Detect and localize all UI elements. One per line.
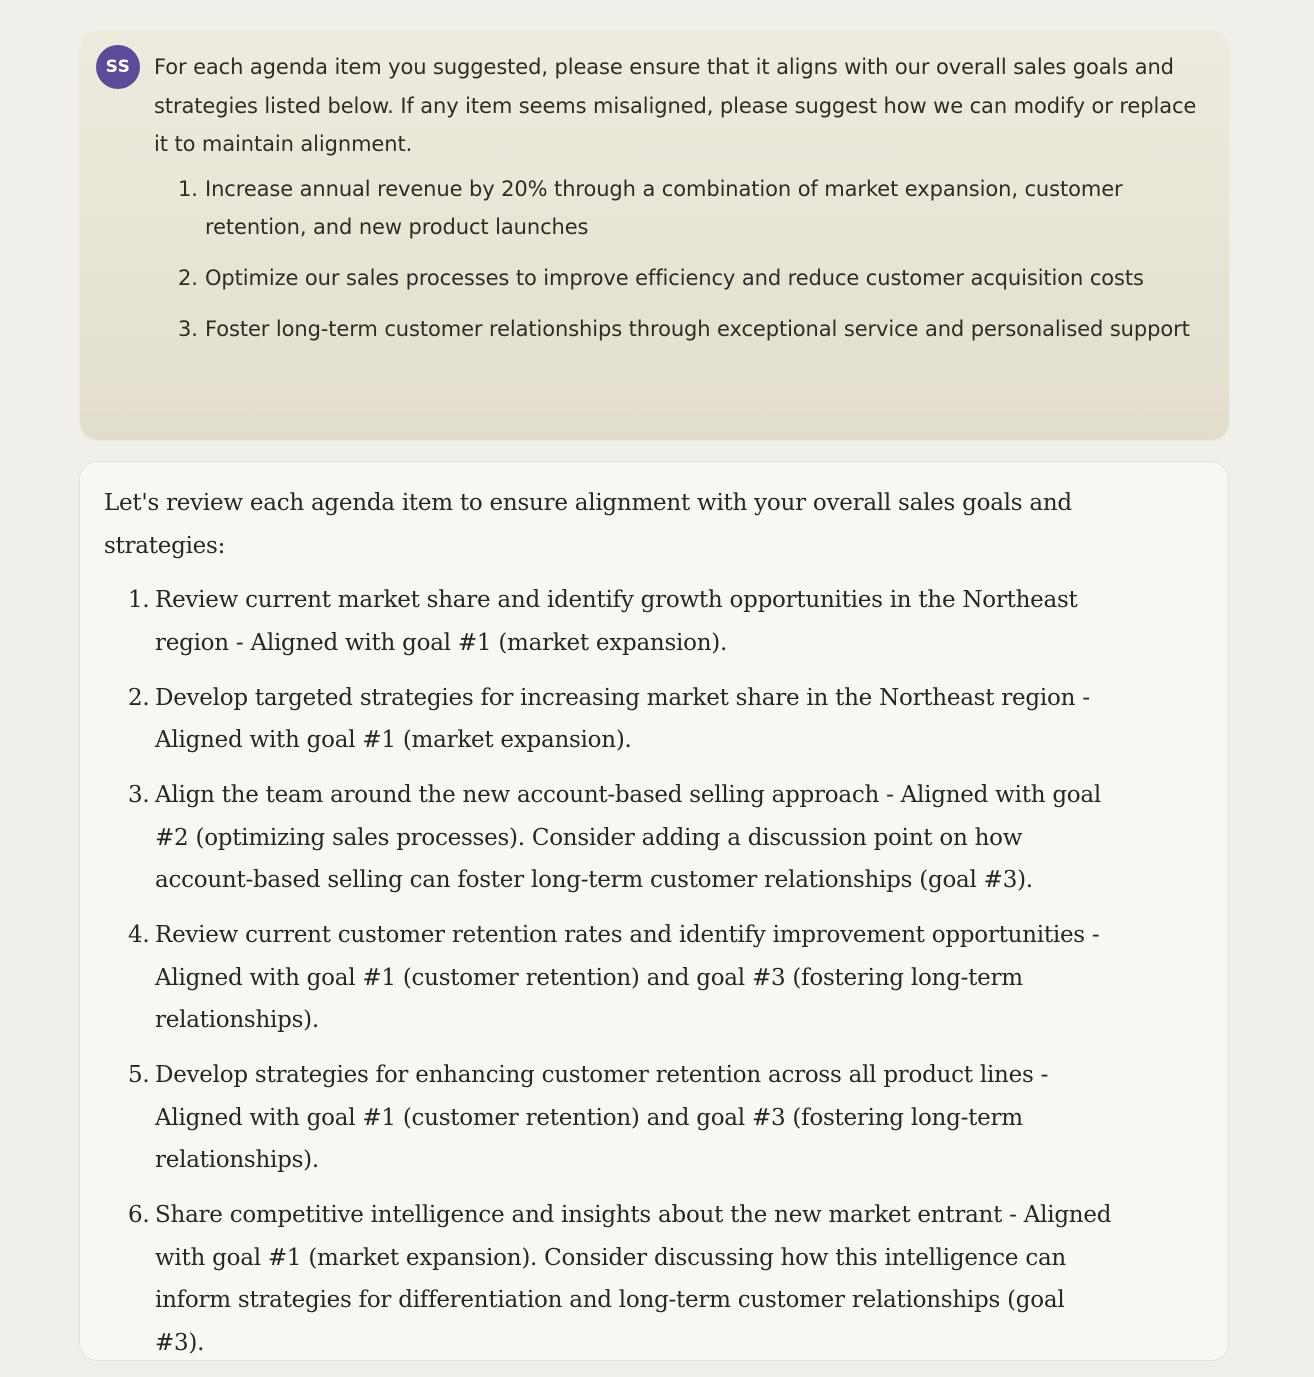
user-message xyxy=(80,30,1229,440)
list-item: Review current market share and identify growth opportunities in the Northeast region - Aligned with goal #1 (market expansion). xyxy=(155,587,1078,656)
assistant-message-text xyxy=(104,482,1114,1377)
assistant-message xyxy=(79,461,1229,1361)
list-item: Foster long-term customer relationships through exceptional service and personalised support xyxy=(205,317,1190,341)
user-message-intro: For each agenda item you suggested, please ensure that it aligns with our overall sales goals and strategies listed below. If any item seems misaligned, please suggest how we can modify or replace it to maintain alignment. xyxy=(154,55,1197,156)
list-item: Align the team around the new account-based selling approach - Aligned with goal #2 (optimizing sales processes). Consider adding a discussion point on how account-based selling can foster long-term customer relationships (goal #3). xyxy=(155,782,1101,893)
assistant-message-intro: Let's review each agenda item to ensure alignment with your overall sales goals and strategies: xyxy=(104,490,1072,559)
list-item: Share competitive intelligence and insights about the new market entrant - Aligned with goal #1 (market expansion). Consider discussing how this intelligence can inform strategies for differentiation and long-term customer relationships (goal #3). xyxy=(155,1202,1112,1356)
user-message-text xyxy=(154,48,1214,361)
list-item: Develop targeted strategies for increasing market share in the Northeast region - Aligned with goal #1 (market expansion). xyxy=(155,684,1090,753)
agenda-review-list xyxy=(104,579,1114,1364)
user-avatar: SS xyxy=(96,45,140,89)
list-item: Review current customer retention rates and identify improvement opportunities - Aligned with goal #1 (customer retention) and goal #3 (fostering long-term relationships). xyxy=(155,922,1100,1033)
list-item: Develop strategies for enhancing customer retention across all product lines - Aligned with goal #1 (customer retention) and goal #3 (fostering long-term relationships). xyxy=(155,1062,1049,1173)
list-item: Optimize our sales processes to improve efficiency and reduce customer acquisition costs xyxy=(205,266,1144,290)
sales-goals-list xyxy=(154,170,1214,349)
list-item: Increase annual revenue by 20% through a combination of market expansion, customer retention, and new product launches xyxy=(205,176,1123,239)
